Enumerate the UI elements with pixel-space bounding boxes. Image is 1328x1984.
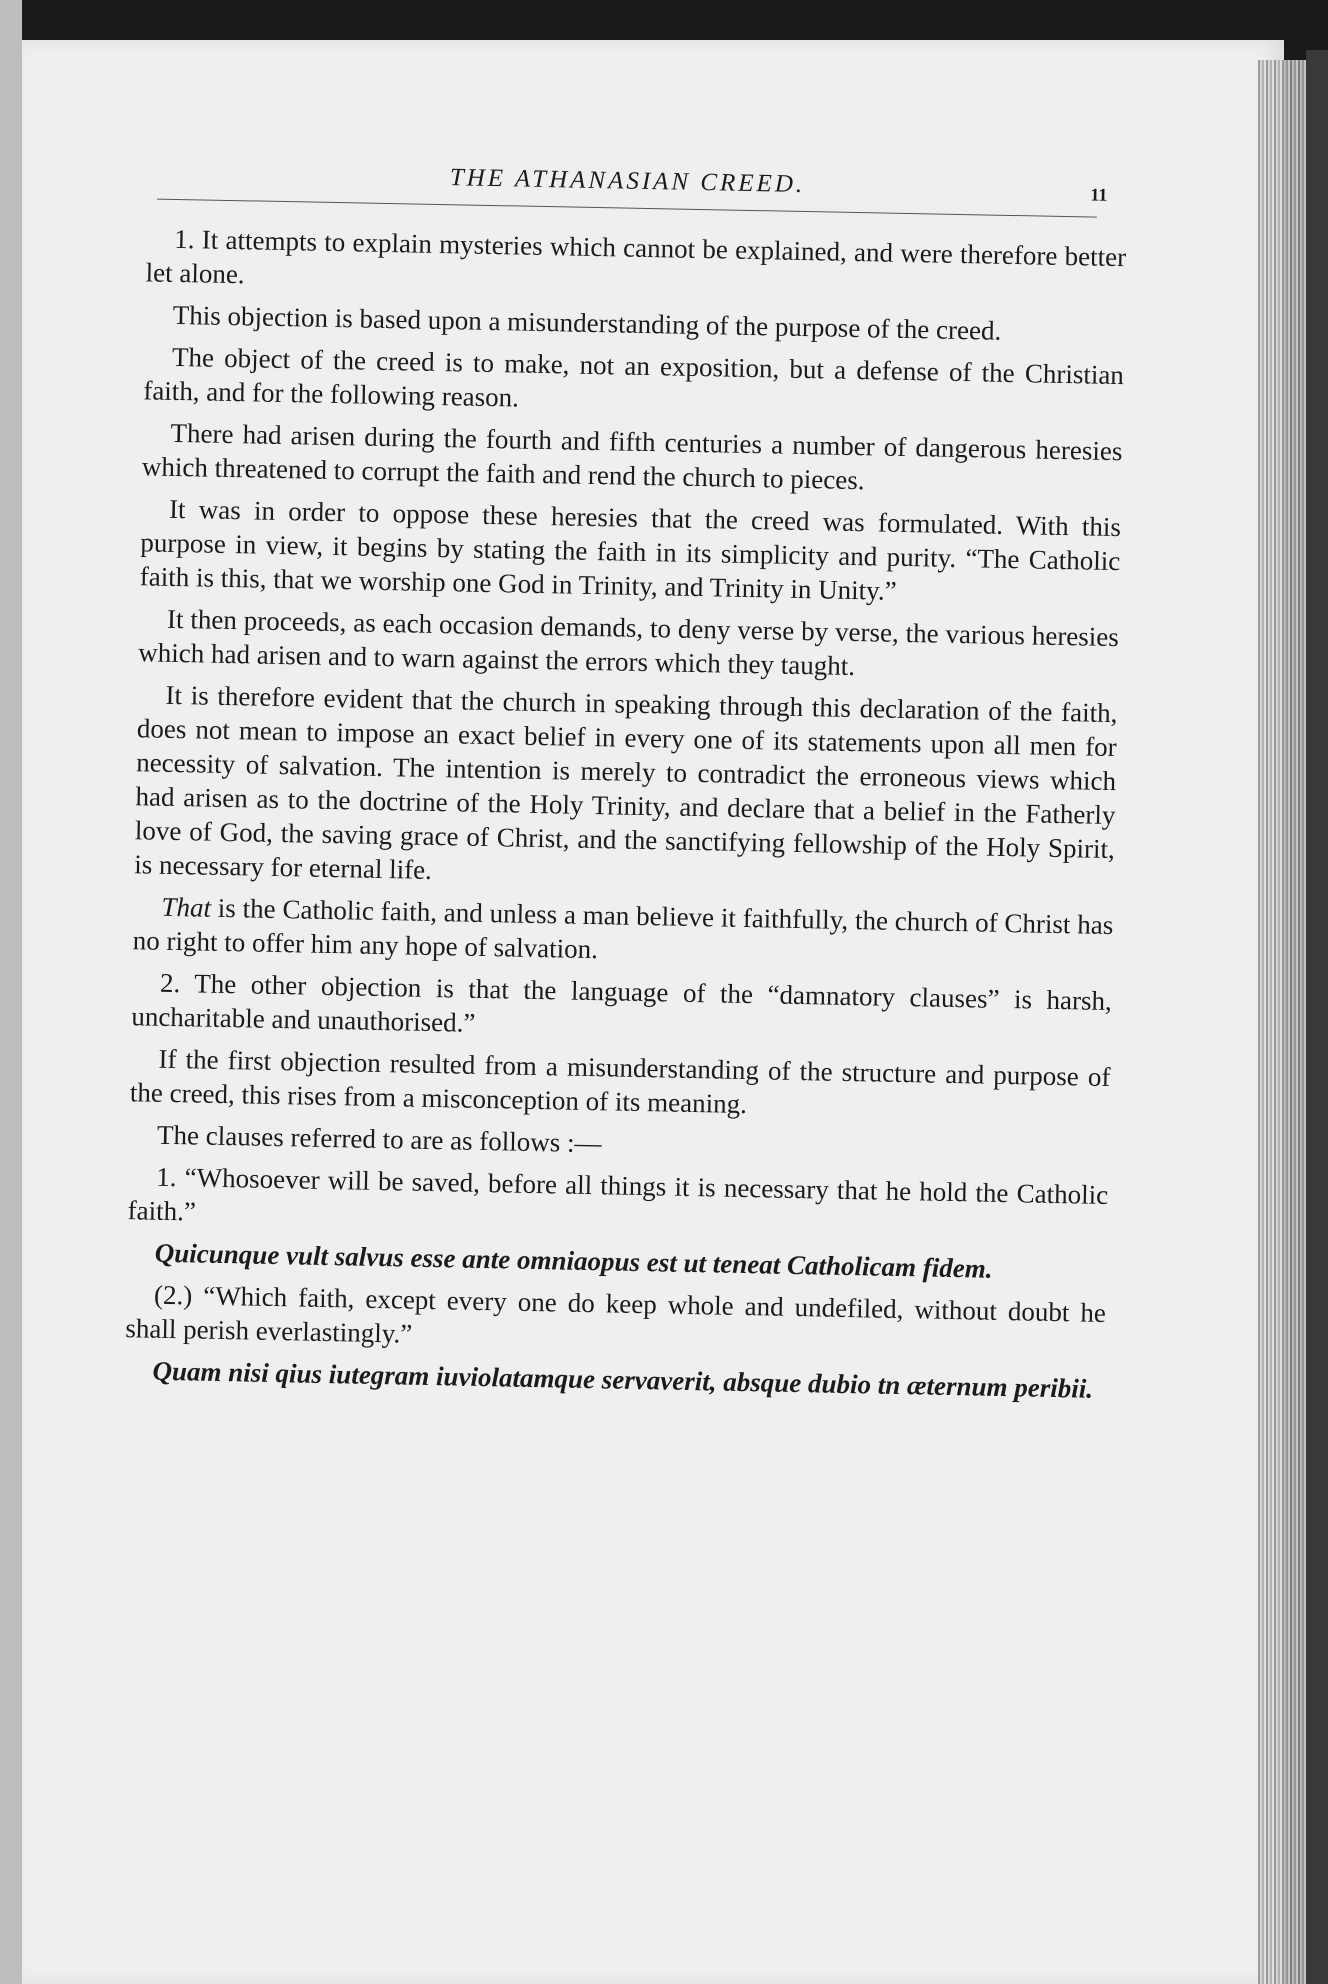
paragraph: 2. The other objection is that the language of the “damnatory clauses” is harsh, uncharitable and unauthorised.” xyxy=(131,967,1113,1038)
paragraph: 1. “Whosoever will be saved, before all things it is necessary that he hold the Catholic faith.” xyxy=(127,1161,1109,1227)
running-head-title: THE ATHANASIAN CREED. xyxy=(449,164,806,199)
page-content xyxy=(104,150,1128,1414)
paragraph: It was in order to oppose these heresies that the creed was formulated. With this purpose in view, it begins by stating the faith in its simplicity and purity. “The Catholic faith is this, that we worship one God in Trinity, and Trinity in Unity.” xyxy=(139,493,1122,606)
page-body xyxy=(104,221,1126,1406)
paragraph-clause-2: (2.) “Which faith, except every one do keep whole and undefiled, without doubt he shall perish everlastingly.” xyxy=(125,1279,1107,1349)
paragraph-that xyxy=(133,889,1114,976)
paragraph: There had arisen during the fourth and fifth centuries a number of dangerous heresies which threatened to corrupt the faith and rend the church to pieces. xyxy=(141,417,1123,496)
scanner-right-margin xyxy=(1306,50,1328,1984)
latin-clause-2: Quam nisi qius iutegram iuviolatamque servaverit, absque dubio tn æternum peribii. xyxy=(152,1355,1094,1404)
paragraph: It is therefore evident that the church in speaking through this declaration of the faith, does not mean to impose an exact belief in every one of its statements upon all men for necessity of salvation. The intention is merely to contradict the erroneous views which had arisen as to the doctrine of the Holy Trinity, and declare that a belief in the Fatherly love of God, the saving grace of Christ, and the sanctifying fellowship of the Holy Spirit, is necessary for eternal life. xyxy=(134,679,1118,885)
page-stack-edges xyxy=(1258,60,1306,1984)
paragraph: This objection is based upon a misunderstanding of the purpose of the creed. xyxy=(172,299,1002,346)
paragraph: The clauses referred to are as follows :— xyxy=(156,1119,602,1159)
paragraph: The object of the creed is to make, not an exposition, but a defense of the Christian faith, and for the following reason. xyxy=(143,341,1125,413)
paragraph: If the first objection resulted from a misunderstanding of the structure and purpose of the creed, this rises from a misconception of its meaning. xyxy=(129,1043,1111,1120)
latin-clause-1: Quicunque vult salvus esse ante omniaopus est ut teneat Catholicam fidem. xyxy=(154,1237,993,1284)
paragraph: It then proceeds, as each occasion demands, to deny verse by verse, the various heresies which had arisen and to warn against the errors which they taught. xyxy=(138,603,1120,682)
that-rest: is the Catholic faith, and unless a man believe it faithfully, the church of Christ has no right to offer him any hope of salvation. xyxy=(132,892,1114,965)
italic-that: That xyxy=(161,891,212,923)
page-number: 11 xyxy=(1090,184,1108,205)
paragraph: 1. It attempts to explain mysteries which cannot be explained, and were therefore better let alone. xyxy=(145,223,1127,290)
facing-page-edge xyxy=(0,0,22,1984)
